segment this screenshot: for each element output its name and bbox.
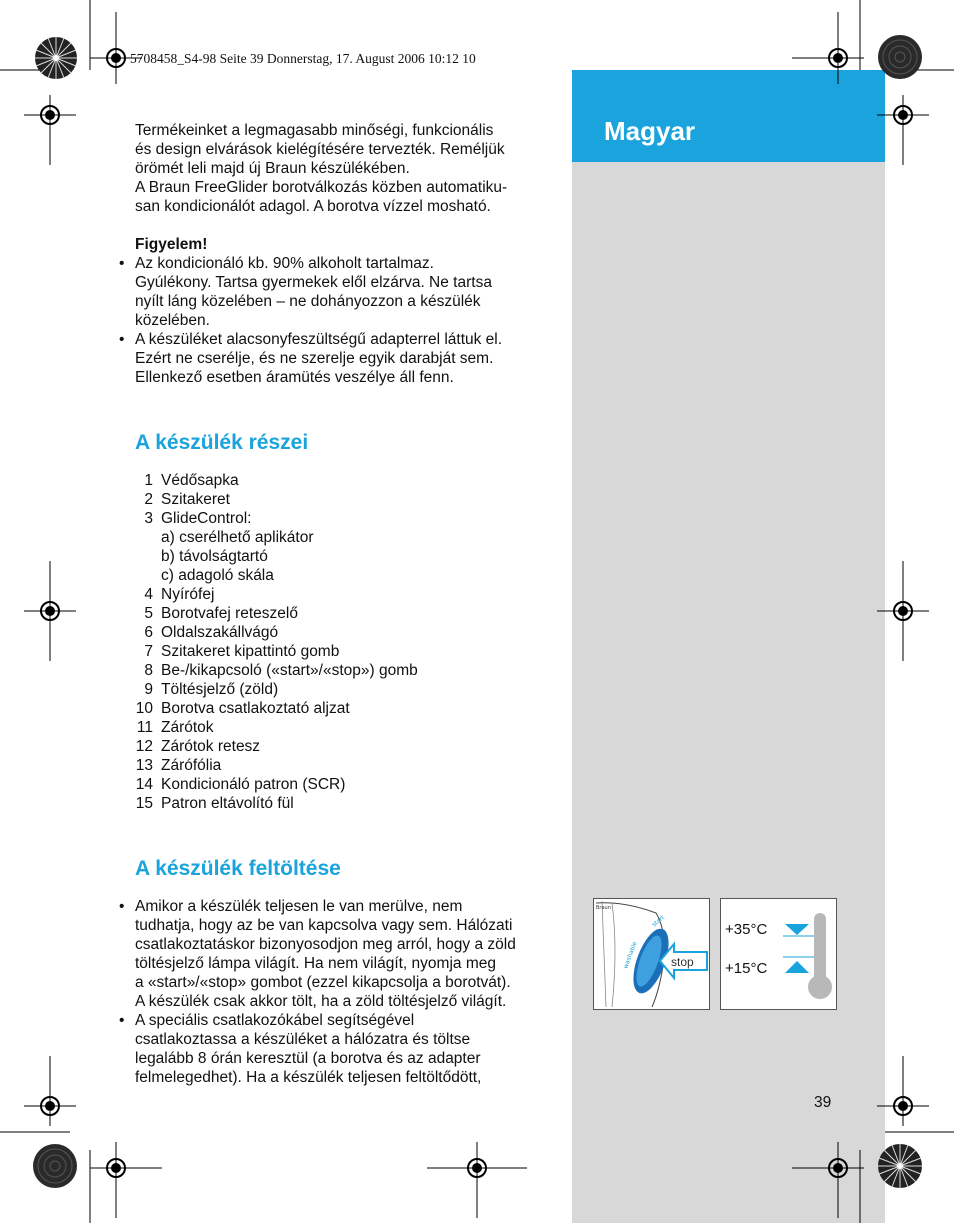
bullet-line: A készüléket alacsonyfeszültségű adapterrel láttuk el. <box>135 331 503 348</box>
part-number <box>135 566 153 585</box>
part-number: 11 <box>136 719 153 736</box>
part-label: a) cserélhető aplikátor <box>161 529 314 546</box>
stop-label: stop <box>671 955 694 969</box>
temp-high-label: +35°C <box>725 921 768 938</box>
charging-heading: A készülék feltöltése <box>135 857 341 880</box>
parts-list-item <box>135 623 418 642</box>
part-number: 2 <box>144 491 153 508</box>
part-number: 14 <box>135 776 153 793</box>
part-number: 3 <box>144 510 153 527</box>
washable-label: washable <box>622 940 639 970</box>
parts-list-item <box>135 490 418 509</box>
start-label: start <box>650 914 666 929</box>
shaver-figure <box>593 898 710 1010</box>
svg-text:Braun: Braun <box>596 905 611 911</box>
bullet-line: közelében. <box>135 312 210 329</box>
part-label: c) adagoló skála <box>161 567 274 584</box>
bullet-line: Gyúlékony. Tartsa gyermekek elől elzárva. Ne tartsa <box>135 274 492 291</box>
rosette-top-left <box>34 36 78 80</box>
page-number: 39 <box>814 1094 832 1111</box>
parts-list-item <box>135 775 418 794</box>
parts-list-item <box>135 604 418 623</box>
part-number: 13 <box>135 757 153 774</box>
parts-list-item <box>135 699 418 718</box>
parts-heading: A készülék részei <box>135 431 309 454</box>
bullet-line: A speciális csatlakozókábel segítségével <box>135 1012 415 1029</box>
parts-list-item <box>135 566 418 585</box>
bullet-line: csatlakoztatáskor bizonyosodjon meg arról, hogy a zöld <box>135 936 516 953</box>
print-slug: 5708458_S4-98 Seite 39 Donnerstag, 17. August 2006 10:12 10 <box>130 51 476 66</box>
part-number: 4 <box>144 586 153 603</box>
bullet-line: tudhatja, hogy az be van kapcsolva vagy sem. Hálózati <box>135 917 513 934</box>
part-number <box>135 547 153 566</box>
thermometer-icon <box>814 913 826 983</box>
part-number: 10 <box>135 700 153 717</box>
parts-list <box>135 471 418 813</box>
part-label: Nyírófej <box>161 586 215 603</box>
part-number: 5 <box>144 605 153 622</box>
warning-bullet: • Az kondicionáló kb. 90% alkoholt tartalmaz. Gyúlékony. Tartsa gyermekek elől elzárva. Ne tartsa nyílt láng közelében – ne dohányozzon a készülék közelében. <box>135 254 555 330</box>
intro-line: és design elvárások kielégítésére tervezték. Reméljük <box>135 141 505 158</box>
shaver-illustration <box>594 899 709 1009</box>
parts-list-item <box>135 718 418 737</box>
parts-list-item <box>135 642 418 661</box>
parts-list-item <box>135 547 418 566</box>
charging-bullet: • A speciális csatlakozókábel segítségével csatlakoztassa a készüléket a hálózatra és töltse legalább 8 órán keresztül (a borotva és az adapter felmelegedhet). Ha a készülék teljesen feltöltődött, <box>135 1011 555 1087</box>
parts-list-item <box>135 509 418 528</box>
intro-line: A Braun FreeGlider borotválkozás közben automatiku- <box>135 179 508 196</box>
part-label: Kondicionáló patron (SCR) <box>161 776 346 793</box>
bullet-line: a «start»/«stop» gombot (ezzel kikapcsolja a borotvát). <box>135 974 511 991</box>
rosette-top-right <box>877 34 923 80</box>
parts-list-item <box>135 680 418 699</box>
part-label: GlideControl: <box>161 510 252 527</box>
part-label: Be-/kikapcsoló («start»/«stop») gomb <box>161 662 418 679</box>
bullet-line: A készülék csak akkor tölt, ha a zöld töltésjelző világít. <box>135 993 507 1010</box>
charging-block <box>119 897 555 1087</box>
part-number <box>135 528 153 547</box>
part-label: Védősapka <box>161 472 239 489</box>
part-number: 8 <box>144 662 153 679</box>
part-label: Zárótok retesz <box>161 738 261 755</box>
bullet-line: Amikor a készülék teljesen le van merülve, nem <box>135 898 463 915</box>
bullet-line: csatlakoztassa a készüléket a hálózatra és töltse <box>135 1031 471 1048</box>
part-label: Zárófólia <box>161 757 222 774</box>
part-number: 7 <box>144 643 153 660</box>
arrow-up-icon <box>785 961 809 973</box>
part-number: 6 <box>144 624 153 641</box>
intro-line: Termékeinket a legmagasabb minőségi, funkcionális <box>135 122 494 139</box>
warning-bullet: • A készüléket alacsonyfeszültségű adapterrel láttuk el. Ezért ne cserélje, és ne szerelje egyik darabját sem. Ellenkező esetben áramütés veszélye áll fenn. <box>135 330 555 387</box>
part-number: 1 <box>144 472 153 489</box>
part-label: Szitakeret <box>161 491 230 508</box>
parts-list-item <box>135 737 418 756</box>
part-label: Zárótok <box>161 719 214 736</box>
bullet-line: Ezért ne cserélje, és ne szerelje egyik darabját sem. <box>135 350 494 367</box>
part-number: 15 <box>135 795 153 812</box>
parts-list-item <box>135 756 418 775</box>
charging-bullet: • Amikor a készülék teljesen le van merülve, nem tudhatja, hogy az be van kapcsolva vagy sem. Hálózati csatlakoztatáskor bizonyosodjon meg arról, hogy a zöld töltésjelző lámpa világít. Ha nem világít, nyomja meg a «start»/«stop» gombot (ezzel kikapcsolja a borotvát). A készülék csak akkor tölt, ha a zöld töltésjelző világít. <box>135 897 555 1011</box>
bullet-line: Ellenkező esetben áramütés veszélye áll fenn. <box>135 369 454 386</box>
parts-list-item <box>135 471 418 490</box>
warning-title: Figyelem! <box>135 236 208 253</box>
intro-paragraph <box>135 121 555 216</box>
bullet-line: legalább 8 órán keresztül (a borotva és az adapter <box>135 1050 481 1067</box>
part-number: 12 <box>135 738 153 755</box>
parts-list-item <box>135 661 418 680</box>
arrow-down-icon <box>785 924 809 935</box>
part-label: Borotvafej reteszelő <box>161 605 298 622</box>
intro-line: san kondicionálót adagol. A borotva vízzel mosható. <box>135 198 491 215</box>
temp-low-label: +15°C <box>725 960 768 977</box>
bullet-line: nyílt láng közelében – ne dohányozzon a készülék <box>135 293 481 310</box>
part-label: b) távolságtartó <box>161 548 268 565</box>
part-number: 9 <box>144 681 153 698</box>
rosette-bottom-right <box>877 1143 923 1189</box>
warning-block <box>119 235 555 387</box>
parts-list-item <box>135 585 418 604</box>
temperature-figure <box>720 898 837 1010</box>
language-title: Magyar <box>604 116 696 146</box>
rosette-bottom-left <box>32 1143 78 1189</box>
part-label: Oldalszakállvágó <box>161 624 279 641</box>
part-label: Töltésjelző (zöld) <box>161 681 279 698</box>
parts-list-item <box>135 794 418 813</box>
part-label: Borotva csatlakoztató aljzat <box>161 700 350 717</box>
bullet-line: Az kondicionáló kb. 90% alkoholt tartalmaz. <box>135 255 434 272</box>
thermometer-illustration <box>721 899 836 1009</box>
bullet-line: felmelegedhet). Ha a készülék teljesen feltöltődött, <box>135 1069 482 1086</box>
part-label: Szitakeret kipattintó gomb <box>161 643 340 660</box>
intro-line: örömét leli majd új Braun készülékében. <box>135 160 410 177</box>
part-label: Patron eltávolító fül <box>161 795 294 812</box>
parts-list-item <box>135 528 418 547</box>
bullet-line: töltésjelző lámpa világít. Ha nem világít, nyomja meg <box>135 955 496 972</box>
